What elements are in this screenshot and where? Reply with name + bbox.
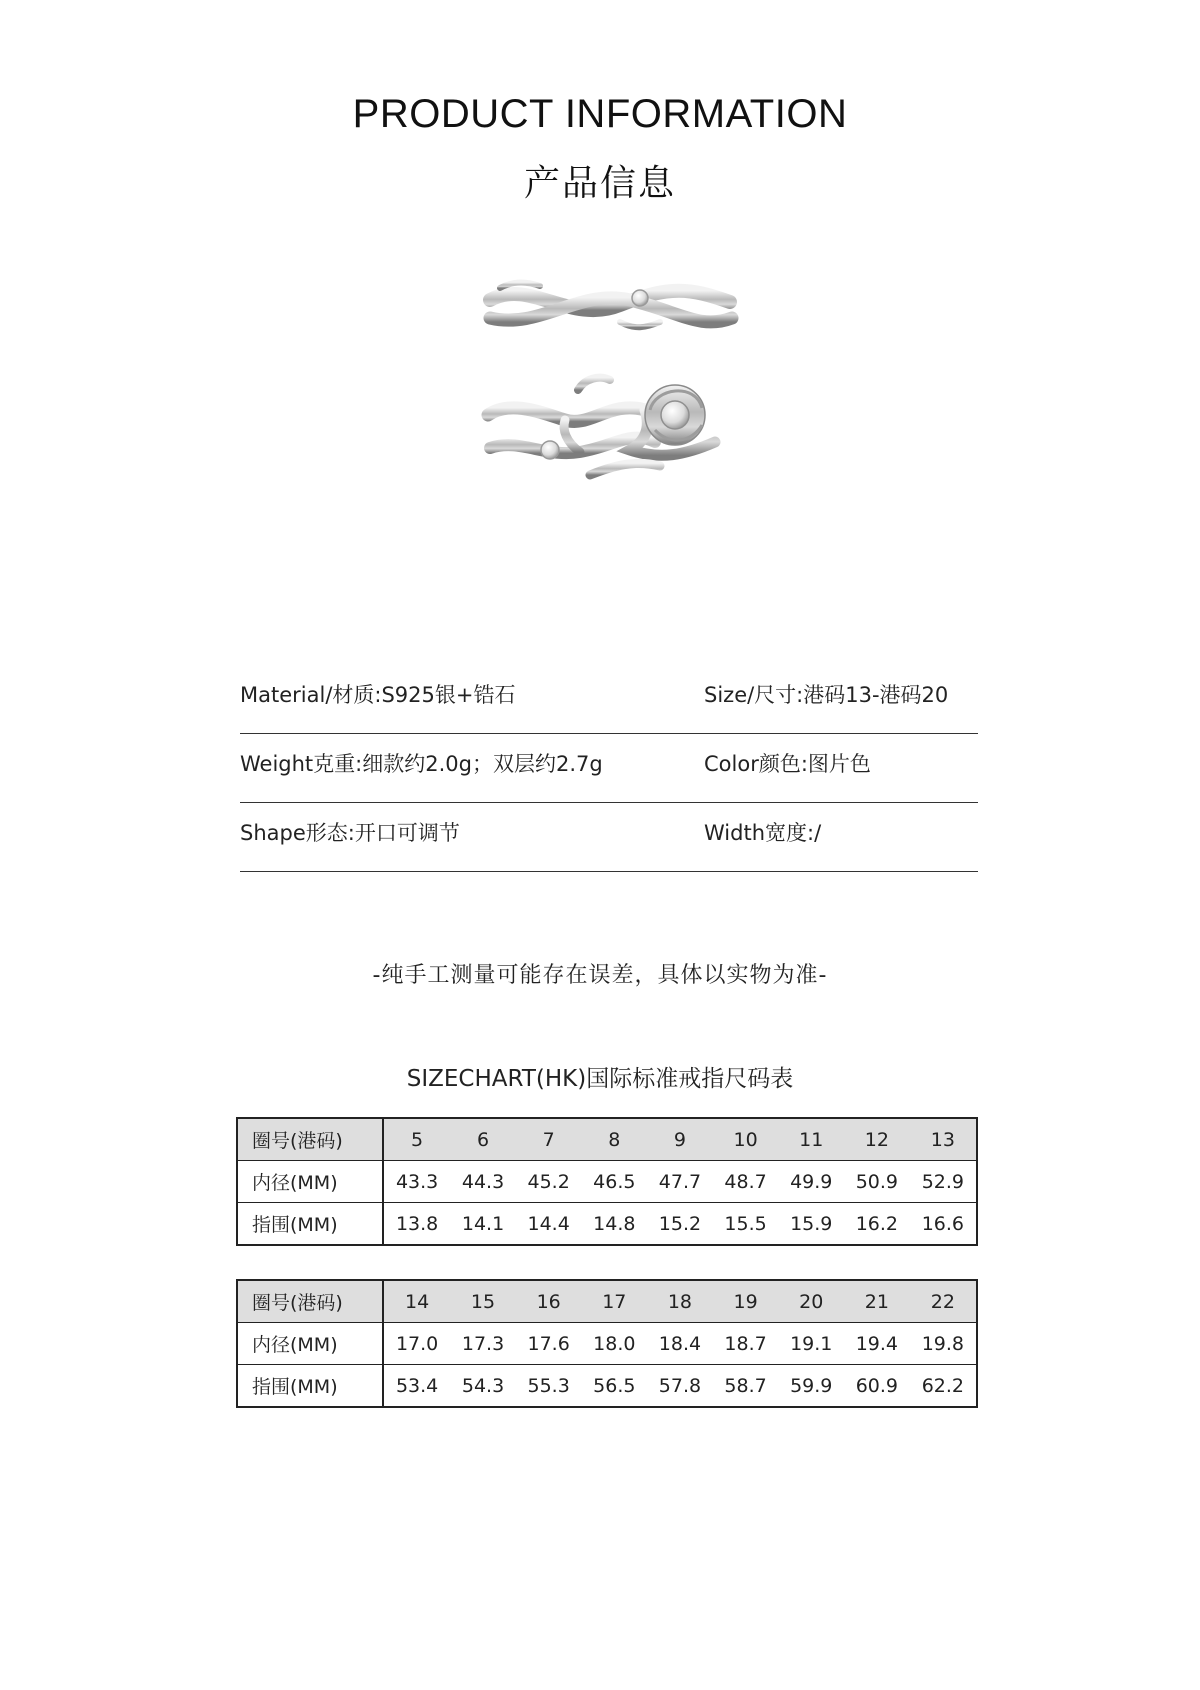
table-cell: 19.8 — [910, 1323, 977, 1365]
table-cell: 22 — [910, 1280, 977, 1323]
table-cell: 16.2 — [844, 1203, 910, 1246]
size-table-2 — [236, 1279, 978, 1408]
gem-small-1 — [632, 290, 648, 306]
table-cell: 45.2 — [516, 1161, 582, 1203]
table-cell: 60.9 — [844, 1365, 910, 1408]
table-cell: 16.6 — [910, 1203, 977, 1246]
table-cell: 43.3 — [383, 1161, 450, 1203]
table-cell: 12 — [844, 1118, 910, 1161]
table-cell: 55.3 — [516, 1365, 582, 1408]
table-row — [237, 1323, 977, 1365]
table-cell: 15.2 — [647, 1203, 713, 1246]
table-row — [237, 1203, 977, 1246]
row-label: 圈号(港码) — [237, 1118, 383, 1161]
table-cell: 19 — [713, 1280, 779, 1323]
spec-list — [240, 665, 978, 872]
table-cell: 54.3 — [450, 1365, 516, 1408]
table-cell: 48.7 — [713, 1161, 779, 1203]
row-label: 内径(MM) — [237, 1323, 383, 1365]
table-row — [237, 1365, 977, 1408]
spec-shape: Shape形态:开口可调节 — [240, 821, 460, 845]
spec-material: Material/材质:S925银+锆石 — [240, 683, 516, 707]
table-cell: 58.7 — [713, 1365, 779, 1408]
table-cell: 56.5 — [581, 1365, 647, 1408]
row-label: 指围(MM) — [237, 1203, 383, 1246]
table-cell: 17 — [581, 1280, 647, 1323]
table-cell: 15.9 — [778, 1203, 844, 1246]
table-cell: 16 — [516, 1280, 582, 1323]
table-cell: 49.9 — [778, 1161, 844, 1203]
table-cell: 46.5 — [581, 1161, 647, 1203]
spec-row — [240, 665, 978, 734]
product-photo-rings — [470, 270, 750, 540]
table-cell: 15 — [450, 1280, 516, 1323]
spec-size: Size/尺寸:港码13-港码20 — [704, 683, 949, 707]
page-title-en: PRODUCT INFORMATION — [352, 92, 848, 136]
table-cell: 10 — [713, 1118, 779, 1161]
table-cell: 44.3 — [450, 1161, 516, 1203]
table-cell: 57.8 — [647, 1365, 713, 1408]
table-cell: 18.0 — [581, 1323, 647, 1365]
table-cell: 17.0 — [383, 1323, 450, 1365]
table-cell: 62.2 — [910, 1365, 977, 1408]
table-cell: 14.1 — [450, 1203, 516, 1246]
size-table-1 — [236, 1117, 978, 1246]
table-cell: 20 — [778, 1280, 844, 1323]
table-cell: 50.9 — [844, 1161, 910, 1203]
table-cell: 7 — [516, 1118, 582, 1161]
table-cell: 11 — [778, 1118, 844, 1161]
spec-weight: Weight克重:细款约2.0g；双层约2.7g — [240, 752, 603, 776]
table-cell: 17.3 — [450, 1323, 516, 1365]
table-cell: 52.9 — [910, 1161, 977, 1203]
table-cell: 19.4 — [844, 1323, 910, 1365]
table-cell: 8 — [581, 1118, 647, 1161]
table-cell: 18.7 — [713, 1323, 779, 1365]
table-cell: 6 — [450, 1118, 516, 1161]
table-cell: 17.6 — [516, 1323, 582, 1365]
table-cell: 14.4 — [516, 1203, 582, 1246]
table-cell: 18 — [647, 1280, 713, 1323]
rose-flower — [645, 385, 705, 445]
sizechart-title: SIZECHART(HK)国际标准戒指尺码表 — [406, 1066, 794, 1092]
table-row — [237, 1161, 977, 1203]
page-title-cn: 产品信息 — [523, 163, 676, 204]
row-label: 内径(MM) — [237, 1161, 383, 1203]
table-cell: 13.8 — [383, 1203, 450, 1246]
table-cell: 9 — [647, 1118, 713, 1161]
spec-row — [240, 734, 978, 803]
thin-ring — [490, 283, 732, 328]
table-cell: 19.1 — [778, 1323, 844, 1365]
table-row — [237, 1118, 977, 1161]
table-cell: 47.7 — [647, 1161, 713, 1203]
table-cell: 18.4 — [647, 1323, 713, 1365]
table-row — [237, 1280, 977, 1323]
gem-small-2 — [541, 441, 559, 459]
row-label: 指围(MM) — [237, 1365, 383, 1408]
table-cell: 21 — [844, 1280, 910, 1323]
table-cell: 59.9 — [778, 1365, 844, 1408]
table-cell: 15.5 — [713, 1203, 779, 1246]
spec-width: Width宽度:/ — [704, 821, 822, 845]
measurement-note: -纯手工测量可能存在误差，具体以实物为准- — [372, 963, 828, 988]
spec-row — [240, 803, 978, 872]
table-cell: 14.8 — [581, 1203, 647, 1246]
spec-color: Color颜色:图片色 — [704, 752, 871, 776]
table-cell: 14 — [383, 1280, 450, 1323]
table-cell: 53.4 — [383, 1365, 450, 1408]
table-cell: 5 — [383, 1118, 450, 1161]
table-cell: 13 — [910, 1118, 977, 1161]
row-label: 圈号(港码) — [237, 1280, 383, 1323]
